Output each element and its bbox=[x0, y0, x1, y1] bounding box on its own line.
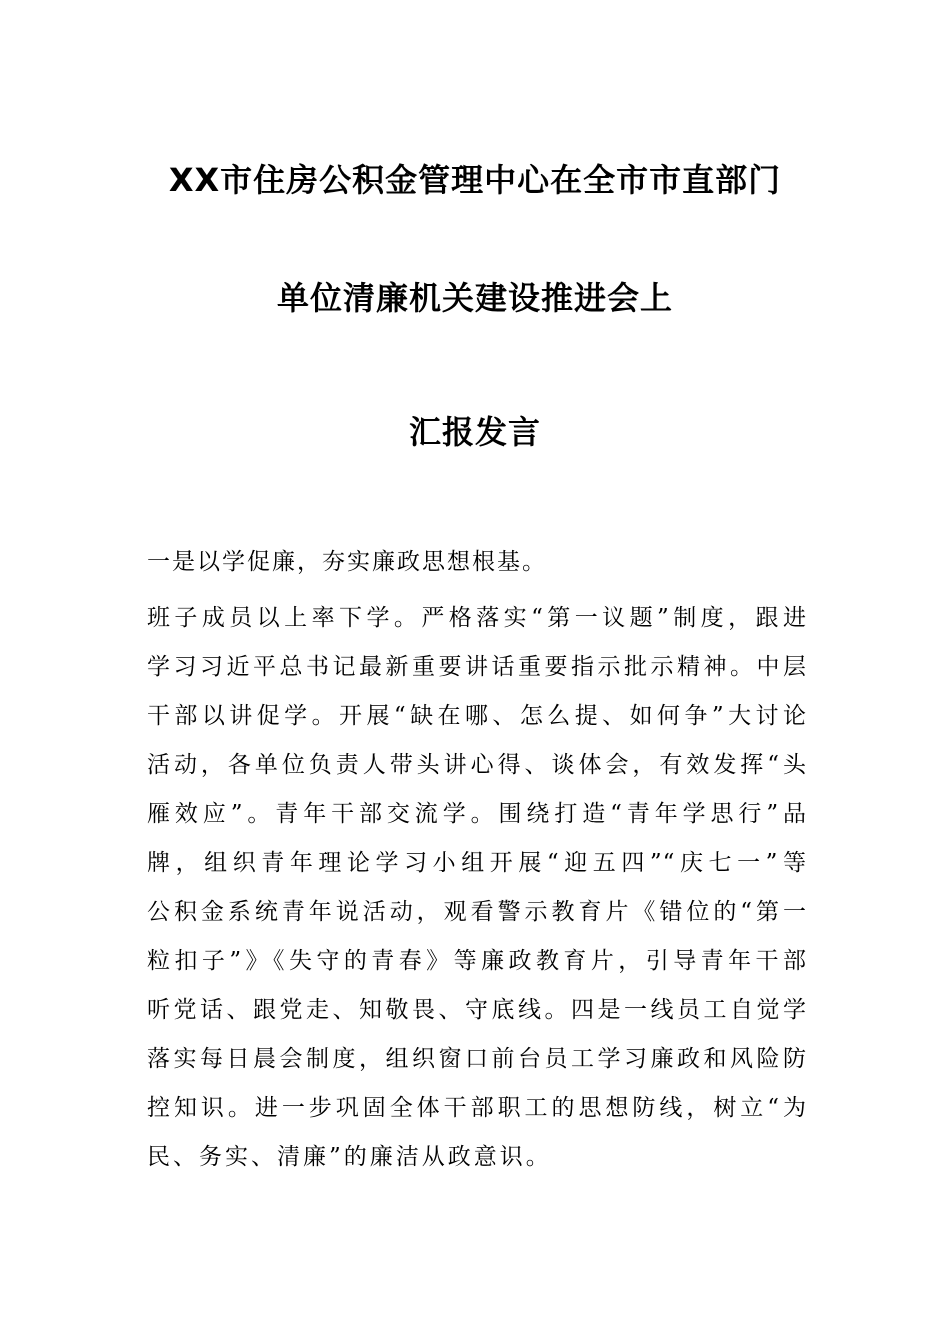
body-line: 活动，各单位负责人带头讲心得、谈体会，有效发挥“头 bbox=[147, 752, 807, 778]
section-heading: 一是以学促廉，夯实廉政思想根基。 bbox=[147, 549, 547, 575]
body-line: 学习习近平总书记最新重要讲话重要指示批示精神。中层 bbox=[147, 654, 807, 680]
body-line: 控知识。进一步巩固全体干部职工的思想防线，树立“为 bbox=[147, 1095, 807, 1121]
body-line: 民、务实、清廉”的廉洁从政意识。 bbox=[147, 1144, 552, 1170]
body-line: 干部以讲促学。开展“缺在哪、怎么提、如何争”大讨论 bbox=[147, 703, 807, 729]
body-line: 落实每日晨会制度，组织窗口前台员工学习廉政和风险防 bbox=[147, 1046, 807, 1072]
body-line: 牌，组织青年理论学习小组开展“迎五四”“庆七一”等 bbox=[147, 850, 807, 876]
document-title-line-1: XX市住房公积金管理中心在全市市直部门 bbox=[168, 161, 782, 199]
body-paragraph bbox=[147, 594, 807, 1182]
body-line: 粒扣子”》《失守的青春》等廉政教育片，引导青年干部 bbox=[147, 948, 807, 974]
body-line: 班子成员以上率下学。严格落实“第一议题”制度，跟进 bbox=[147, 605, 807, 631]
body-line: 听党话、跟党走、知敬畏、守底线。四是一线员工自觉学 bbox=[147, 997, 807, 1023]
body-line: 公积金系统青年说活动，观看警示教育片《错位的“第一 bbox=[147, 899, 807, 925]
body-line: 雁效应”。青年干部交流学。围绕打造“青年学思行”品 bbox=[147, 801, 807, 827]
document-title-line-2: 单位清廉机关建设推进会上 bbox=[276, 279, 673, 317]
document-title-line-3: 汇报发言 bbox=[408, 413, 541, 451]
